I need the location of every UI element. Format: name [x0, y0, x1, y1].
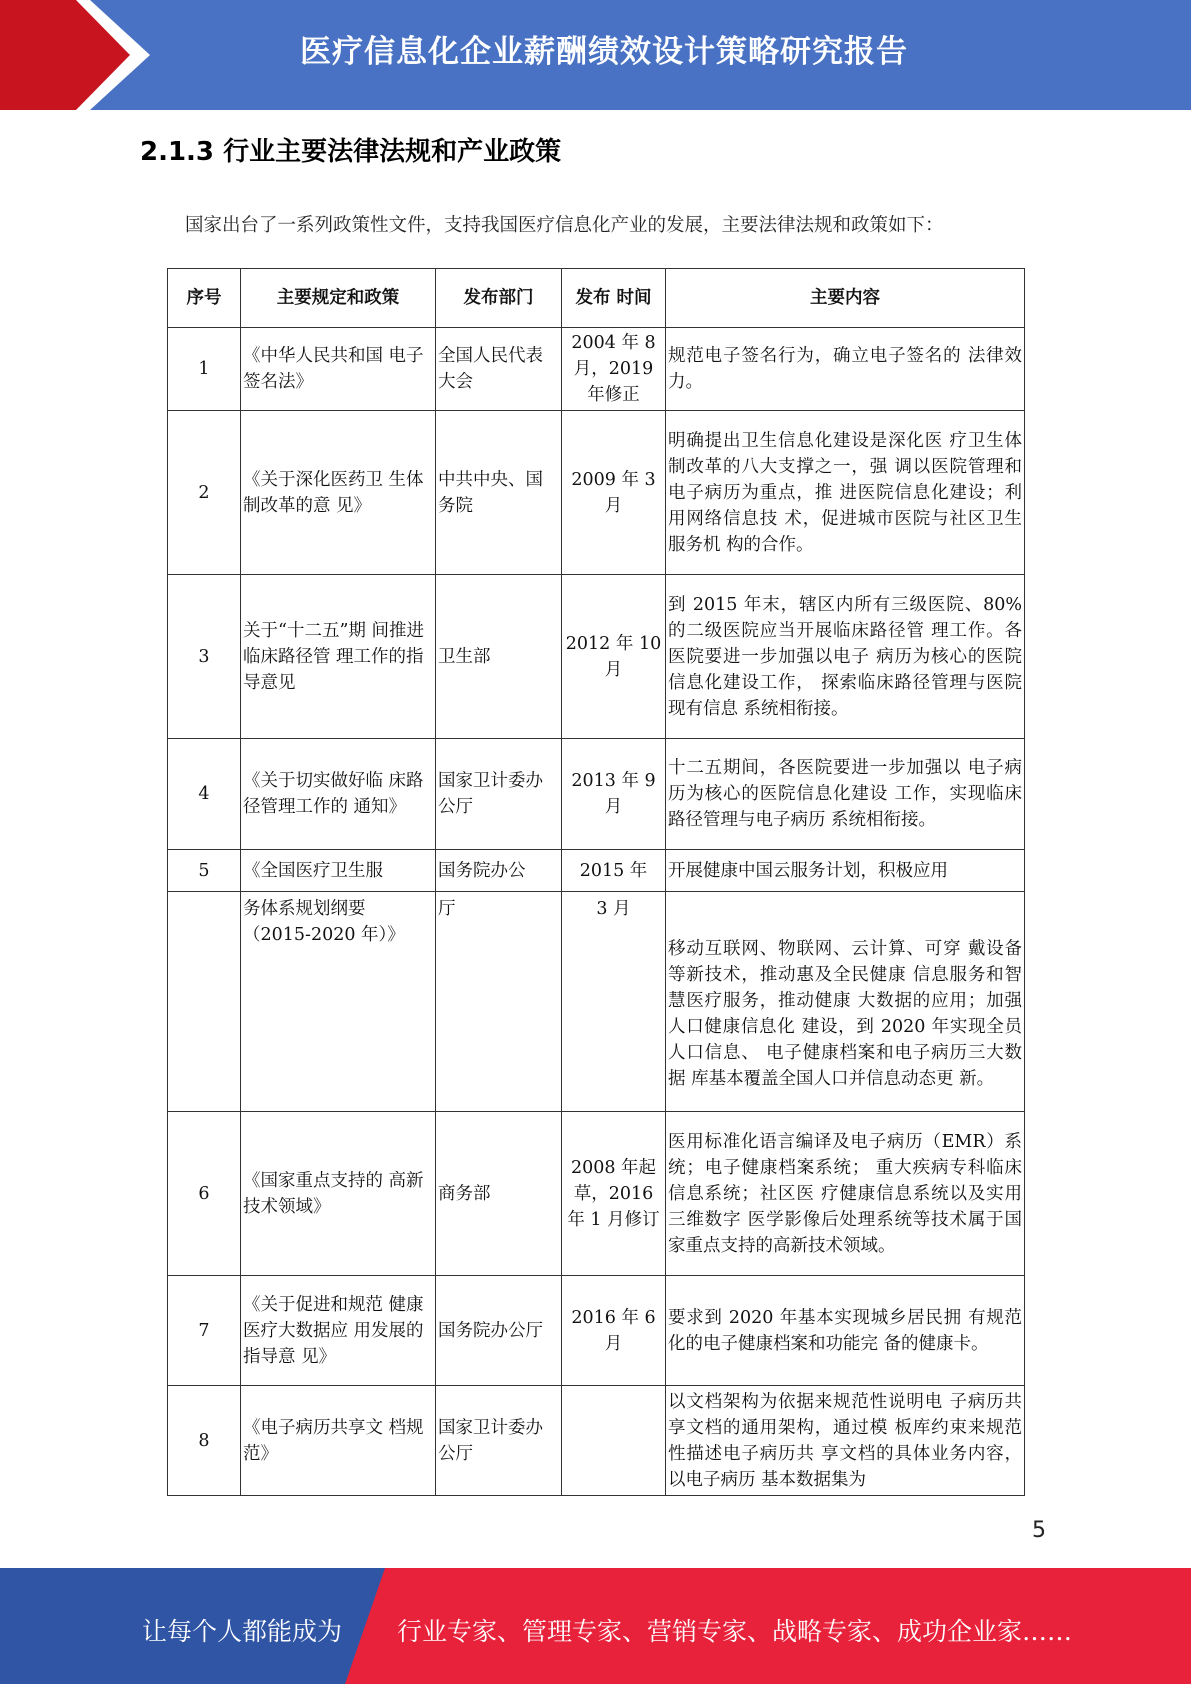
section-title: 2.1.3 行业主要法律法规和产业政策 [140, 137, 562, 167]
cell-dept: 国务院办公 [436, 850, 562, 892]
cell-dept: 国家卫计委办公厅 [436, 1386, 562, 1496]
cell-time: 2009 年 3 月 [562, 411, 666, 575]
cell-content: 要求到 2020 年基本实现城乡居民拥 有规范化的电子健康档案和功能完 备的健康卡。 [666, 1276, 1025, 1386]
header-cell-time: 发布 时间 [562, 269, 666, 328]
table-row [168, 892, 1025, 1112]
table-row [168, 1112, 1025, 1276]
cell-dept: 商务部 [436, 1112, 562, 1276]
cell-content: 到 2015 年末，辖区内所有三级医院、80%的二级医院应当开展临床路径管 理工作。各医院要进一步加强以电子 病历为核心的医院信息化建设工作， 探索临床路径管理与医院现有信息 系统相衔接。 [666, 575, 1025, 739]
cell-time [562, 1386, 666, 1496]
table-row [168, 850, 1025, 892]
cell-no: 7 [168, 1276, 241, 1386]
cell-policy: 《电子病历共享文 档规范》 [241, 1386, 436, 1496]
cell-time: 3 月 [562, 892, 666, 1112]
cell-no: 8 [168, 1386, 241, 1496]
cell-dept: 厅 [436, 892, 562, 1112]
cell-no: 6 [168, 1112, 241, 1276]
header-title: 医疗信息化企业薪酬绩效设计策略研究报告 [300, 34, 908, 70]
cell-dept: 国务院办公厅 [436, 1276, 562, 1386]
header-cell-content: 主要内容 [666, 269, 1025, 328]
header-cell-dept: 发布部门 [436, 269, 562, 328]
cell-time: 2012 年 10 月 [562, 575, 666, 739]
cell-content: 移动互联网、物联网、云计算、可穿 戴设备等新技术，推动惠及全民健康 信息服务和智慧医疗服务，推动健康 大数据的应用；加强人口健康信息化 建设，到 2020 年实现全员人口信息、 电子健康档案和电子病历三大数据 库基本覆盖全国人口并信息动态更 新。 [666, 892, 1025, 1112]
intro-paragraph: 国家出台了一系列政策性文件，支持我国医疗信息化产业的发展，主要法律法规和政策如下： [185, 215, 944, 236]
cell-content: 十二五期间，各医院要进一步加强以 电子病历为核心的医院信息化建设 工作，实现临床路径管理与电子病历 系统相衔接。 [666, 739, 1025, 850]
table-header-row [168, 269, 1025, 328]
cell-no: 3 [168, 575, 241, 739]
table-row [168, 328, 1025, 411]
page-number: 5 [1032, 1518, 1046, 1543]
cell-no [168, 892, 241, 1112]
cell-policy: 《中华人民共和国 电子签名法》 [241, 328, 436, 411]
page-footer [0, 1568, 1191, 1684]
table-row [168, 739, 1025, 850]
cell-time: 2016 年 6 月 [562, 1276, 666, 1386]
cell-dept: 国家卫计委办公厅 [436, 739, 562, 850]
policy-table [167, 268, 1025, 1496]
cell-policy: 《关于深化医药卫 生体制改革的意 见》 [241, 411, 436, 575]
table-row [168, 575, 1025, 739]
cell-time: 2013 年 9 月 [562, 739, 666, 850]
cell-content: 规范电子签名行为，确立电子签名的 法律效力。 [666, 328, 1025, 411]
table-row [168, 1276, 1025, 1386]
page-header [0, 0, 1191, 110]
cell-no: 1 [168, 328, 241, 411]
cell-content: 医用标准化语言编译及电子病历（EMR）系统；电子健康档案系统； 重大疾病专科临床信息系统；社区医 疗健康信息系统以及实用三维数字 医学影像后处理系统等技术属于国 家重点支持的高新技术领域。 [666, 1112, 1025, 1276]
cell-dept: 中共中央、国务院 [436, 411, 562, 575]
cell-policy: 务体系规划纲要（2015-2020 年）》 [241, 892, 436, 1112]
cell-no: 5 [168, 850, 241, 892]
cell-policy: 关于“十二五”期 间推进临床路径管 理工作的指导意见 [241, 575, 436, 739]
cell-no: 4 [168, 739, 241, 850]
cell-dept: 全国人民代表大会 [436, 328, 562, 411]
header-cell-policy: 主要规定和政策 [241, 269, 436, 328]
header-cell-no: 序号 [168, 269, 241, 328]
footer-slogan-right: 行业专家、管理专家、营销专家、战略专家、成功企业家…… [397, 1617, 1073, 1646]
cell-content: 开展健康中国云服务计划，积极应用 [666, 850, 1025, 892]
header-arrow-decoration [0, 0, 150, 110]
cell-time: 2008 年起草，2016 年 1 月修订 [562, 1112, 666, 1276]
cell-policy: 《关于促进和规范 健康医疗大数据应 用发展的指导意 见》 [241, 1276, 436, 1386]
cell-policy: 《国家重点支持的 高新技术领域》 [241, 1112, 436, 1276]
cell-policy: 《全国医疗卫生服 [241, 850, 436, 892]
cell-content: 以文档架构为依据来规范性说明电 子病历共享文档的通用架构，通过模 板库约束来规范性描述电子病历共 享文档的具体业务内容，以电子病历 基本数据集为 [666, 1386, 1025, 1496]
cell-no: 2 [168, 411, 241, 575]
cell-policy: 《关于切实做好临 床路径管理工作的 通知》 [241, 739, 436, 850]
table-row [168, 1386, 1025, 1496]
table-row [168, 411, 1025, 575]
cell-time: 2004 年 8 月，2019 年修正 [562, 328, 666, 411]
cell-content: 明确提出卫生信息化建设是深化医 疗卫生体制改革的八大支撑之一，强 调以医院管理和电子病历为重点，推 进医院信息化建设；利用网络信息技 术，促进城市医院与社区卫生服务机 构的合作。 [666, 411, 1025, 575]
cell-time: 2015 年 [562, 850, 666, 892]
footer-slogan-left: 让每个人都能成为 [142, 1617, 343, 1646]
cell-dept: 卫生部 [436, 575, 562, 739]
